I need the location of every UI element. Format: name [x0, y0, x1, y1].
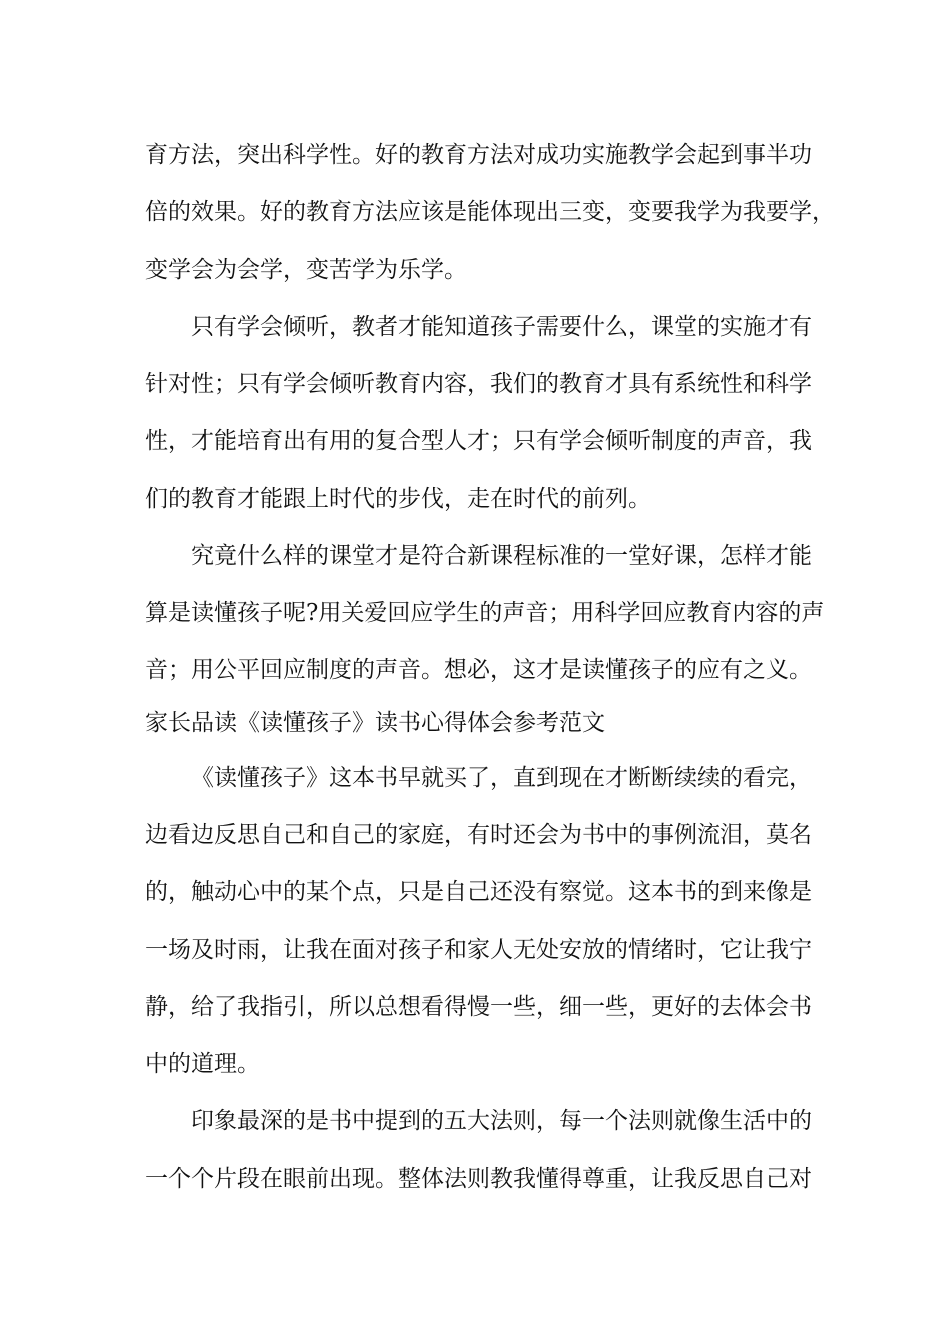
text-line: 边看边反思自己和自己的家庭，有时还会为书中的事例流泪，莫名: [145, 821, 812, 848]
text-line: 性，才能培育出有用的复合型人才；只有学会倾听制度的声音，我: [145, 428, 812, 455]
section-heading: 家长品读《读懂孩子》读书心得体会参考范文: [145, 709, 605, 736]
text-line: 音；用公平回应制度的声音。想必，这才是读懂孩子的应有之义。: [145, 656, 812, 683]
text-line: 只有学会倾听，教者才能知道孩子需要什么，课堂的实施才有: [191, 313, 812, 340]
text-line: 中的道理。: [145, 1051, 260, 1078]
text-line: 倍的效果。好的教育方法应该是能体现出三变，变要我学为我要学，: [145, 199, 835, 226]
text-line: 算是读懂孩子呢?用关爱回应学生的声音；用科学回应教育内容的声: [145, 600, 825, 627]
text-line: 们的教育才能跟上时代的步伐，走在时代的前列。: [145, 485, 651, 512]
text-line: 静，给了我指引，所以总想看得慢一些，细一些，更好的去体会书: [145, 993, 812, 1020]
text-line: 一个个片段在眼前出现。整体法则教我懂得尊重，让我反思自己对: [145, 1165, 812, 1192]
document-body: [145, 127, 835, 1208]
text-line: 《读懂孩子》这本书早就买了，直到现在才断断续续的看完，: [191, 764, 812, 791]
text-line: 一场及时雨，让我在面对孩子和家人无处安放的情绪时，它让我宁: [145, 936, 812, 963]
text-line: 变学会为会学，变苦学为乐学。: [145, 256, 467, 283]
text-line: 的，触动心中的某个点，只是自己还没有察觉。这本书的到来像是: [145, 879, 812, 906]
text-line: 针对性；只有学会倾听教育内容，我们的教育才具有系统性和科学: [145, 371, 812, 398]
text-line: 究竟什么样的课堂才是符合新课程标准的一堂好课，怎样才能: [191, 543, 812, 570]
text-line: 印象最深的是书中提到的五大法则，每一个法则就像生活中的: [191, 1108, 812, 1135]
text-line: 育方法，突出科学性。好的教育方法对成功实施教学会起到事半功: [145, 142, 812, 168]
